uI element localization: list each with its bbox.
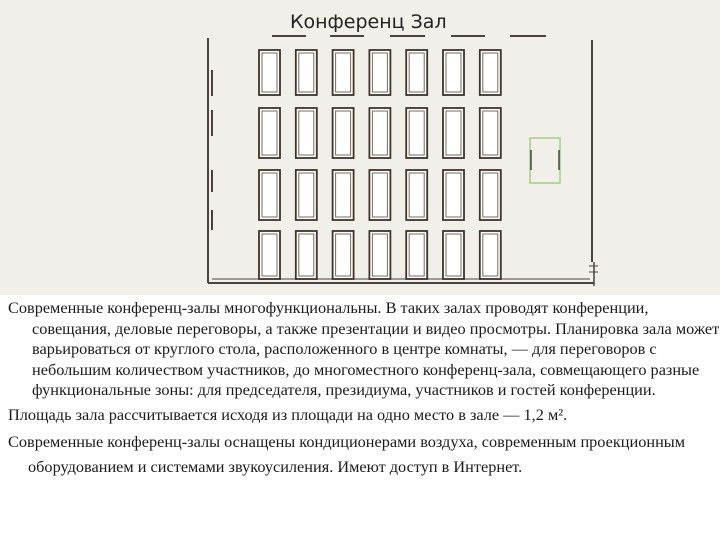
desk [296,50,317,95]
desk [296,231,317,279]
desk [406,170,427,220]
desk [443,170,464,220]
desk-grid [259,50,501,279]
desk [296,170,317,220]
desk [259,50,280,95]
desk [259,231,280,279]
paragraph-area: Площадь зала рассчитывается исходя из площади на одно место в зале — 1,2 м². [8,404,568,424]
desk [480,50,501,95]
desk [406,108,427,158]
desk [443,231,464,279]
paragraph-purpose: Современные конференц-залы многофункциональны. В таких залах проводят конференции, совещания, деловые переговоры, а также презентации и видео просмотры. Планировка зала может варьироваться от круглого стола, расположенного в центре комнаты, — для переговоров с небольшим количеством участников, до многоместного конференц-зала, совмещающего разные функциональные зоны: для председателя, президиума, участников и гостей конференции. [8,298,720,399]
desk [333,50,354,95]
desk [443,108,464,158]
desk [480,108,501,158]
desk [369,170,390,220]
desk [406,231,427,279]
desk [406,50,427,95]
plan-title: Конференц Зал [290,11,447,33]
paragraph-equipment: Современные конференц-залы оснащены кондиционерами воздуха, современным проекционным оборудованием и системами звукоусиления. Имеют доступ в Интернет. [8,432,686,476]
desk [369,50,390,95]
presentation-screen [530,138,560,183]
screen-frame [530,138,560,183]
desk [259,170,280,220]
desk [443,50,464,95]
desk [480,231,501,279]
desk [369,231,390,279]
desk [333,170,354,220]
desk [259,108,280,158]
desk [480,170,501,220]
desk [369,108,390,158]
desk [296,108,317,158]
description-text [0,295,720,540]
desk [333,108,354,158]
desk [333,231,354,279]
